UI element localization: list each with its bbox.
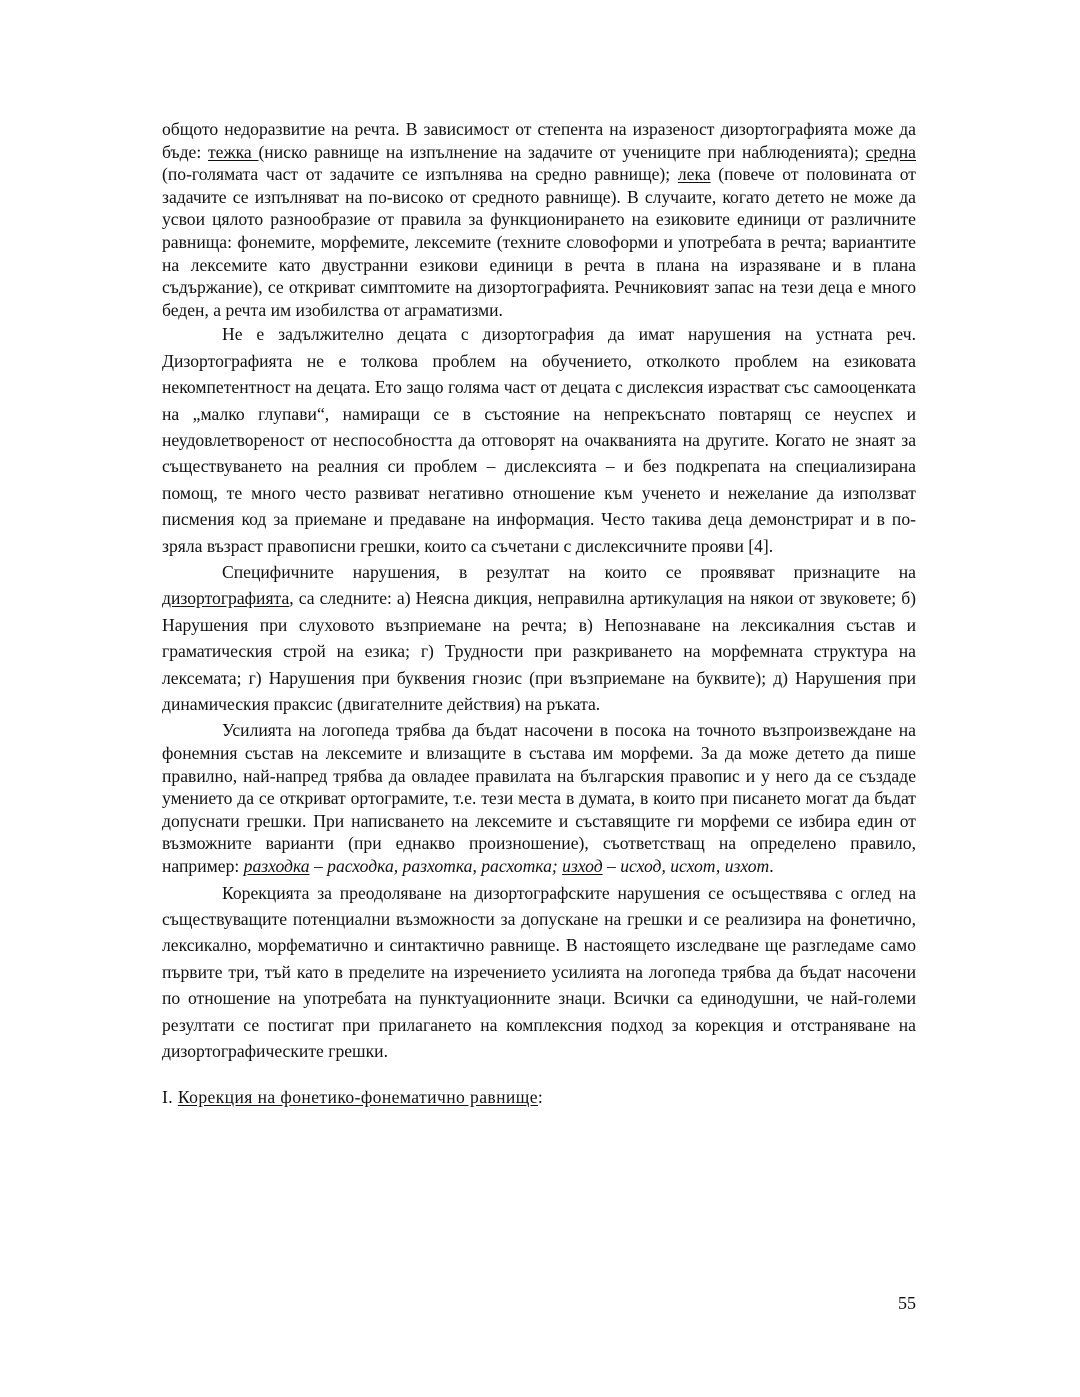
body-text: [162, 118, 916, 1110]
paragraph-2: Не е задължително децата с дизортография да имат нарушения на устната реч. Дизортографията не е толкова проблем на обучението, отколкото проблем на езиковата некомпетентност на децата. Ето защо голяма част от децата с дислексия израстват със самооценката на „малко глупави“, намиращи се в състояние на непрекъснато повтарящ се неуспех и неудовлетвореност от неспособността да отговорят на очакванията на другите. Когато не знаят за съществуването на реалния си проблем – дислексията – и без подкрепата на специализирана помощ, те много често развиват негативно отношение към ученето и нежелание да използват писмения код за приемане и предаване на информация. Често такива деца демонстрират и в по-зряла възраст правописни грешки, които са съчетани с дислексичните прояви [4].: [162, 324, 916, 556]
paragraph-5: Корекцията за преодоляване на дизортографските нарушения се осъществява с оглед на съществуващите потенциални възможности за допускане на грешки и се реализира на фонетично, лексикално, морфематично и синтактично равнище. В настоящето изследване ще разгледаме само първите три, тъй като в пределите на изречението усилията на логопеда трябва да бъдат насочени по отношение на употребата на пунктуационните знаци. Всички са единодушни, че най-големи резултати се постигат при прилагането на комплексния подход за корекция и отстраняване на дизортографическите грешки.: [162, 882, 916, 1062]
example-1: разходка – расходка, разхотка, расхотка; изход – исход, исхот, изхот: [243, 856, 770, 876]
paragraph-4: Усилията на логопеда трябва да бъдат насочени в посока на точното възпроизвеждане на фонемния състав на лексемите и влизащите в състава им морфеми. За да може детето да пише правилно, най-напред трябва да овладее правилата на българския правопис и у него да се създаде умението да се откриват ортограмите, т.е. тези места в думата, в които при писането могат да бъдат допуснати грешки. При написването на лексемите и съставящите ги морфеми се избира един от възможните варианти (при еднакво произношение), съответстващ на определено правило, например: разходка – расходка, разхотка, расхотка; изход – исход, исхот, изхот.: [162, 720, 916, 876]
paragraph-3: Специфичните нарушения, в резултат на които се проявяват признаците на дизортографията, са следните: а) Неясна дикция, неправилна артикулация на някои от звуковете; б) Нарушения при слуховото възприемане на речта; в) Непознаване на лексикалния състав и граматическия строй на езика; г) Трудности при разкриването на морфемната структура на лексемата; г) Нарушения при буквения гнозис (при възприемане на буквите); д) Нарушения при динамическия праксис (двигателните действия) на ръката.: [162, 562, 916, 715]
term-mild: лека: [677, 164, 711, 185]
term-dysorthography: дизортографията: [162, 588, 290, 609]
page-number: 55: [898, 1293, 916, 1313]
term-moderate: средна: [865, 141, 916, 162]
paragraph-1: общото недоразвитие на речта. В зависимост от степента на изразеност дизортографията може да бъде: тежка (ниско равнище на изпълнение на задачите от учениците при наблюденията); средна (по-голямата част от задачите се изпълнява на средно равнище); лека (повече от половината от задачите се изпълняват на по-високо от средното равнище). В случаите, когато детето не може да усвои цялото разнообразие от правила за функционирането на езиковите единици от различните равнища: фонемите, морфемите, лексемите (техните словоформи и употребата в речта; вариантите на лексемите като двустранни езикови единици в речта в плана на изразяване и в плана съдържание), се откриват симптомите на дизортографията. Речниковият запас на тези деца е много беден, а речта им изобилства от аграматизми.: [162, 119, 916, 320]
term-severe: тежка: [207, 141, 259, 162]
section-heading: I. Корекция на фонетико-фонематично равнище:: [162, 1087, 544, 1108]
